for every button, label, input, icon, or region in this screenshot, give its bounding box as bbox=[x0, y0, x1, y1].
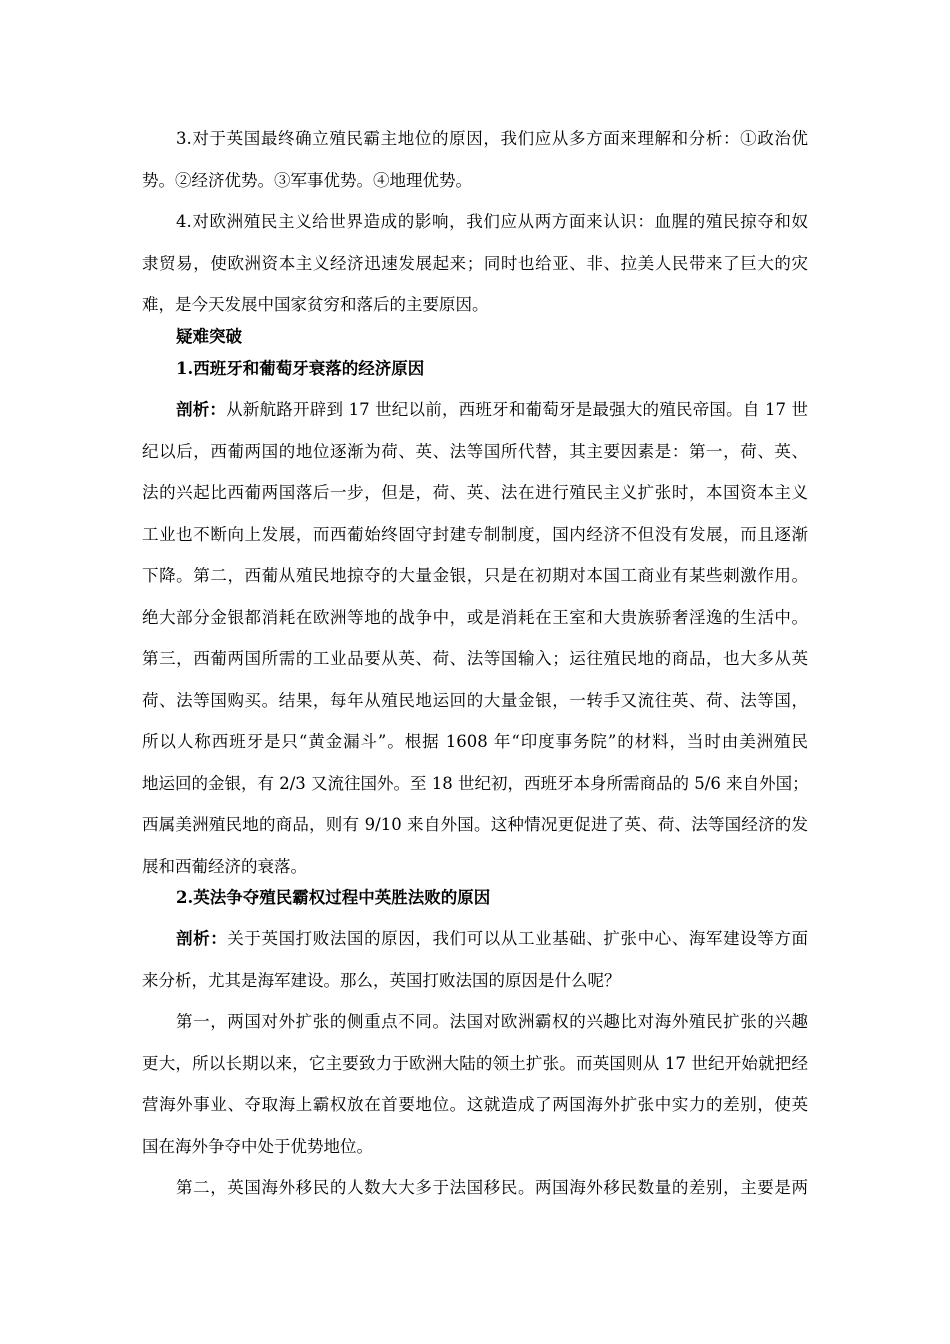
paragraph-4-line-1: 4.对欧洲殖民主义给世界造成的影响，我们应从两方面来认识：血腥的殖民掠夺和奴 bbox=[176, 212, 808, 231]
analysis-2-text: 关于英国打败法国的原因，我们可以从工业基础、扩张中心、海军建设等方面 bbox=[227, 929, 809, 948]
analysis-1-line-4: 工业也不断向上发展，而西葡始终固守封建专制制度，国内经济不但没有发展，而且逐渐 bbox=[142, 525, 808, 544]
paragraph-3-line-2: 势。②经济优势。③军事优势。④地理优势。 bbox=[142, 171, 472, 190]
analysis-1-line-7: 第三，西葡两国所需的工业品要从英、荷、法等国输入；运往殖民地的商品，也大多从英 bbox=[142, 649, 808, 668]
analysis-1-line-9: 所以人称西班牙是只“黄金漏斗”。根据 1608 年“印度事务院”的材料，当时由美洲殖民 bbox=[142, 732, 808, 751]
paragraph-first-line-3: 营海外事业、夺取海上霸权放在首要地位。这就造成了两国海外扩张中实力的差别，使英 bbox=[142, 1095, 808, 1114]
paragraph-second-line-1: 第二，英国海外移民的人数大大多于法国移民。两国海外移民数量的差别，主要是两 bbox=[176, 1178, 808, 1197]
analysis-2-line-1 bbox=[176, 928, 808, 950]
analysis-1-line-5: 下降。第二，西葡从殖民地掠夺的大量金银，只是在初期对本国工商业有某些刺激作用。 bbox=[142, 566, 808, 585]
analysis-1-line-12: 展和西葡经济的衰落。 bbox=[142, 857, 307, 876]
paragraph-first-line-4: 国在海外争夺中处于优势地位。 bbox=[142, 1137, 373, 1156]
analysis-label: 剖析： bbox=[176, 400, 227, 419]
paragraph-3-line-1: 3.对于英国最终确立殖民霸主地位的原因，我们应从多方面来理解和分析：①政治优 bbox=[176, 129, 808, 148]
paragraph-4-line-3: 难，是今天发展中国家贫穷和落后的主要原因。 bbox=[142, 295, 489, 314]
analysis-2-line-2: 来分析，尤其是海军建设。那么，英国打败法国的原因是什么呢？ bbox=[142, 971, 621, 990]
analysis-1-text: 从新航路开辟到 17 世纪以前，西班牙和葡萄牙是最强大的殖民帝国。自 17 世 bbox=[226, 400, 808, 419]
analysis-1-line-6: 绝大部分金银都消耗在欧洲等地的战争中，或是消耗在王室和大贵族骄奢淫逸的生活中。 bbox=[142, 608, 808, 627]
analysis-1-line-3: 法的兴起比西葡两国落后一步，但是，荷、英、法在进行殖民主义扩张时，本国资本主义 bbox=[142, 483, 808, 502]
subheading-1: 1.西班牙和葡萄牙衰落的经济原因 bbox=[176, 359, 425, 378]
paragraph-first-line-1: 第一，两国对外扩张的侧重点不同。法国对欧洲霸权的兴趣比对海外殖民扩张的兴趣 bbox=[176, 1012, 808, 1031]
analysis-1-line-1 bbox=[176, 399, 808, 421]
paragraph-first-line-2: 更大，所以长期以来，它主要致力于欧洲大陆的领土扩张。而英国则从 17 世纪开始就把经 bbox=[142, 1054, 808, 1073]
section-heading: 疑难突破 bbox=[176, 327, 242, 346]
analysis-1-line-10: 地运回的金银，有 2/3 又流往国外。至 18 世纪初，西班牙本身所需商品的 5/6 来自外国； bbox=[142, 774, 809, 793]
analysis-1-line-2: 纪以后，西葡两国的地位逐渐为荷、英、法等国所代替，其主要因素是：第一，荷、英、 bbox=[142, 442, 808, 461]
analysis-1-line-8: 荷、法等国购买。结果，每年从殖民地运回的大量金银，一转手又流往英、荷、法等国， bbox=[142, 691, 808, 710]
subheading-2: 2.英法争夺殖民霸权过程中英胜法败的原因 bbox=[176, 888, 491, 907]
paragraph-4-line-2: 隶贸易，使欧洲资本主义经济迅速发展起来；同时也给亚、非、拉美人民带来了巨大的灾 bbox=[142, 254, 808, 273]
analysis-label: 剖析： bbox=[176, 929, 228, 948]
analysis-1-line-11: 西属美洲殖民地的商品，则有 9/10 来自外国。这种情况更促进了英、荷、法等国经济的发 bbox=[142, 815, 808, 834]
